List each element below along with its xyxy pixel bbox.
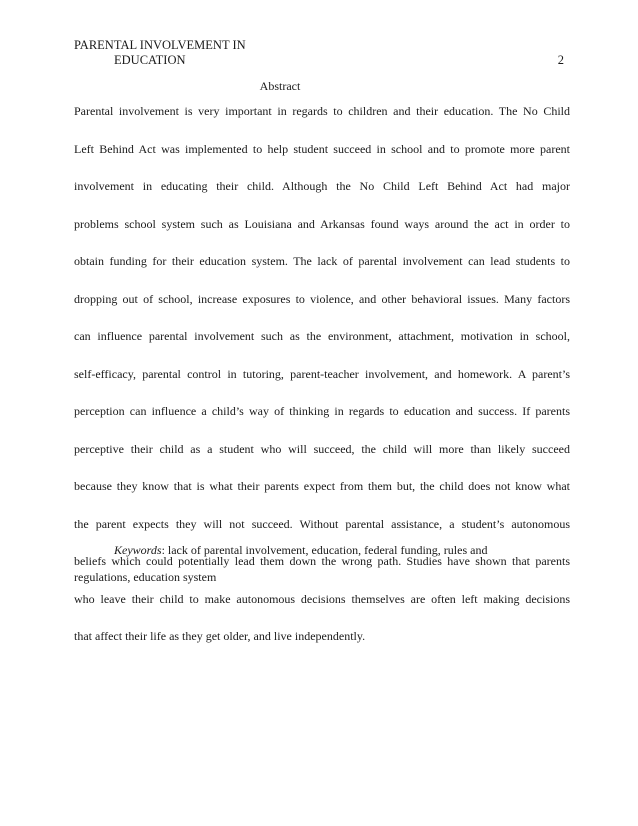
- keywords-label: Keywords: [114, 543, 162, 557]
- abstract-line: Parental involvement is very important in regards to children and their education. The No Child: [74, 104, 570, 118]
- running-head-line-1: PARENTAL INVOLVEMENT IN: [74, 38, 246, 52]
- abstract-line: problems school system such as Louisiana and Arkansas found ways around the act in order to: [74, 216, 570, 231]
- abstract-line: who leave their child to make autonomous decisions themselves are often left making decisions: [74, 591, 570, 606]
- abstract-line: Left Behind Act was implemented to help student succeed in school and to promote more parent: [74, 141, 570, 156]
- abstract-line: perception can influence a child’s way of thinking in regards to education and success. If parents: [74, 404, 570, 418]
- keywords-text-1: : lack of parental involvement, education, federal funding, rules and: [161, 543, 488, 557]
- abstract-line: self-efficacy, parental control in tutoring, parent-teacher involvement, and homework. A parent’s: [74, 366, 570, 381]
- running-head-line-2: EDUCATION: [114, 53, 186, 67]
- keywords-line-2: regulations, education system: [74, 570, 217, 584]
- keywords-block: [74, 543, 570, 597]
- abstract-line: dropping out of school, increase exposures to violence, and other behavioral issues. Many factors: [74, 291, 570, 306]
- keywords-line-1: [74, 543, 570, 558]
- abstract-line: involvement in educating their child. Although the No Child Left Behind Act had major: [74, 179, 570, 193]
- abstract-line: the parent expects they will not succeed. Without parental assistance, a student’s autonomous: [74, 516, 570, 531]
- abstract-line: beliefs which could potentially lead them down the wrong path. Studies have shown that parents: [74, 554, 570, 568]
- abstract-heading: Abstract: [259, 79, 301, 93]
- abstract-line: perceptive their child as a student who will succeed, the child will more than likely succeed: [74, 441, 570, 456]
- abstract-line: can influence parental involvement such as the environment, attachment, motivation in school,: [74, 329, 570, 343]
- abstract-line: that affect their life as they get older, and live independently.: [74, 629, 366, 643]
- page-number: 2: [557, 53, 564, 67]
- abstract-line: because they know that is what their parents expect from them but, the child does not know what: [74, 479, 570, 493]
- running-head: [74, 38, 574, 68]
- abstract-line: obtain funding for their education system. The lack of parental involvement can lead students to: [74, 254, 570, 268]
